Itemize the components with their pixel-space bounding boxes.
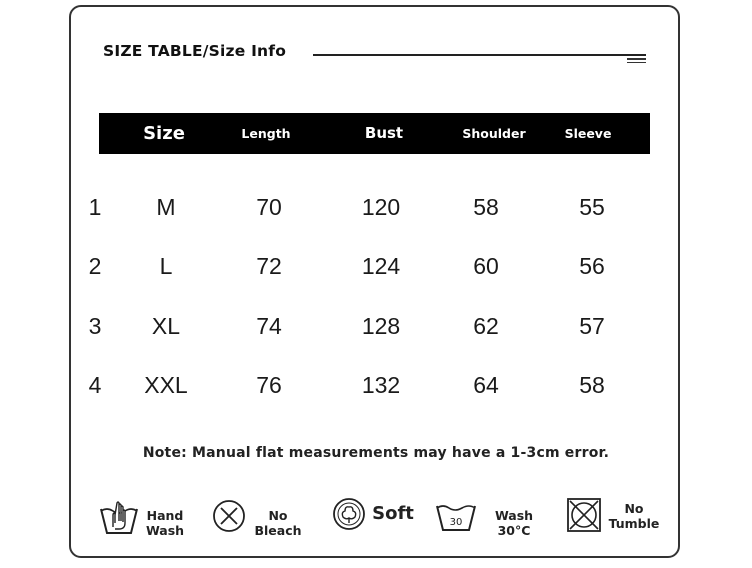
table-header bbox=[99, 113, 650, 154]
cotton-icon bbox=[332, 497, 366, 531]
cell-shoulder: 64 bbox=[473, 372, 499, 398]
wash-30-badge: 30 bbox=[449, 517, 463, 528]
care-hand-wash bbox=[99, 497, 189, 537]
cell-length: 70 bbox=[256, 194, 282, 220]
wash-30-icon bbox=[435, 500, 477, 534]
row-number: 1 bbox=[88, 194, 102, 220]
care-wash-30 bbox=[435, 497, 539, 537]
header-size: Size bbox=[143, 123, 185, 144]
cell-bust: 128 bbox=[361, 313, 401, 339]
soft-label: Soft bbox=[372, 503, 414, 524]
title-divider bbox=[313, 54, 646, 56]
no-tumble-dry-icon bbox=[566, 497, 602, 533]
table-row bbox=[0, 192, 752, 222]
no-tumble-line1: No bbox=[624, 501, 644, 516]
cell-size: XXL bbox=[144, 372, 188, 398]
hand-wash-line1: Hand bbox=[146, 508, 184, 523]
care-no-bleach bbox=[212, 497, 312, 537]
cell-length: 72 bbox=[256, 253, 282, 279]
cell-bust: 124 bbox=[361, 253, 401, 279]
table-row bbox=[0, 370, 752, 400]
cell-shoulder: 62 bbox=[473, 313, 499, 339]
no-bleach-line1: No bbox=[268, 508, 288, 523]
cell-bust: 120 bbox=[361, 194, 401, 220]
menu-lines-icon bbox=[627, 58, 646, 65]
row-number: 3 bbox=[88, 313, 102, 339]
cell-length: 74 bbox=[256, 313, 282, 339]
no-tumble-line2: Tumble bbox=[608, 516, 660, 531]
cell-shoulder: 58 bbox=[473, 194, 499, 220]
size-card-frame bbox=[69, 5, 680, 558]
hand-wash-line2: Wash bbox=[145, 523, 185, 538]
size-table-title: SIZE TABLE/Size Info bbox=[103, 42, 287, 60]
cell-sleeve: 55 bbox=[579, 194, 605, 220]
cell-length: 76 bbox=[256, 372, 282, 398]
cell-size: XL bbox=[151, 313, 181, 339]
row-number: 4 bbox=[88, 372, 102, 398]
cell-bust: 132 bbox=[361, 372, 401, 398]
cell-sleeve: 58 bbox=[579, 372, 605, 398]
header-sleeve: Sleeve bbox=[564, 126, 612, 141]
row-number: 2 bbox=[88, 253, 102, 279]
care-no-tumble bbox=[566, 497, 664, 537]
wash-30-line2: 30°C bbox=[497, 523, 531, 538]
cell-size: L bbox=[159, 253, 173, 279]
table-row bbox=[0, 311, 752, 341]
wash-30-line1: Wash bbox=[494, 508, 534, 523]
no-bleach-icon bbox=[212, 499, 246, 533]
cell-size: M bbox=[156, 194, 176, 220]
cell-shoulder: 60 bbox=[473, 253, 499, 279]
header-length: Length bbox=[241, 126, 291, 141]
measurement-note: Note: Manual flat measurements may have a 1-3cm error. bbox=[142, 445, 610, 461]
header-shoulder: Shoulder bbox=[462, 126, 526, 141]
hand-wash-icon bbox=[99, 497, 139, 537]
table-row bbox=[0, 251, 752, 281]
cell-sleeve: 57 bbox=[579, 313, 605, 339]
no-bleach-line2: Bleach bbox=[254, 523, 302, 538]
header-bust: Bust bbox=[364, 124, 404, 142]
cell-sleeve: 56 bbox=[579, 253, 605, 279]
care-soft bbox=[332, 497, 422, 537]
